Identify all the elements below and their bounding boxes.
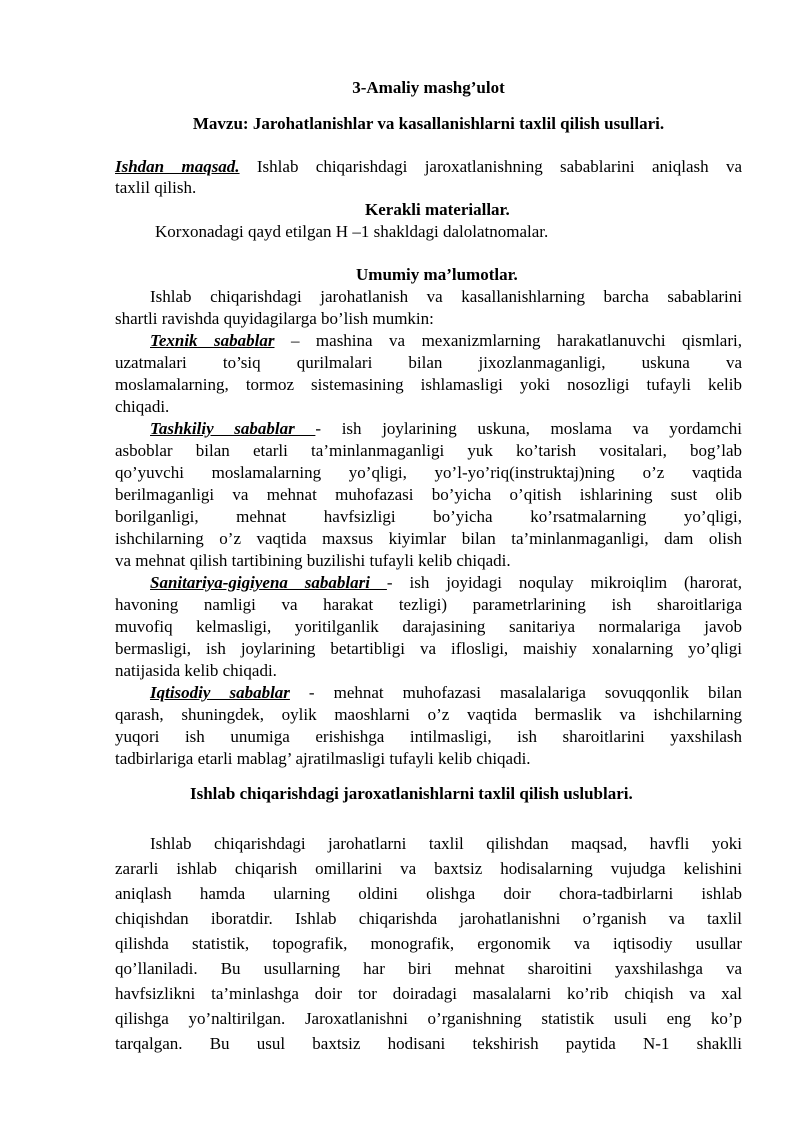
general-heading: Umumiy ma’lumotlar. [356, 265, 518, 284]
org-text-1: - ish joylarining uskuna, moslama va yordamchi [315, 419, 742, 438]
methods-line-3: aniqlash hamda ularning oldini olishga doir chora-tadbirlarni ishlab [115, 884, 742, 903]
sanit-line-2: havoning namligi va harakat tezligi) parametrlarining ish sharoitlariga [115, 595, 742, 614]
general-p1-line-1: Ishlab chiqarishdagi jarohatlanish va kasallanishlarning barcha sabablarini [150, 287, 742, 306]
purpose-line-2: taxlil qilish. [115, 178, 197, 197]
sanit-line-5: natijasida kelib chiqadi. [115, 661, 277, 680]
page-title: 3-Amaliy mashg’ulot [352, 78, 505, 97]
org-line-2: asboblar bilan etarli ta’minlanmaganligi yuk ko’tarish vositalari, bog’lab [115, 441, 742, 460]
methods-heading: Ishlab chiqarishdagi jaroxatlanishlarni taxlil qilish uslublari. [190, 784, 633, 803]
methods-line-7: havfsizlikni ta’minlashga doir tor doiradagi masalalarni ko’rib chiqish va xal [115, 984, 742, 1003]
econ-label: Iqtisodiy sabablar [150, 683, 290, 702]
sanit-label: Sanitariya-gigiyena sabablari [150, 573, 387, 592]
general-p1-line-2: shartli ravishda quyidagilarga bo’lish mumkin: [115, 309, 434, 328]
econ-text-1: - mehnat muhofazasi masalalariga sovuqqonlik bilan [289, 683, 742, 702]
tech-line-3: moslamalarning, tormoz sistemasining ishlamasligi yoki nosozligi tufayli kelib [115, 375, 742, 394]
org-line-4: berilmaganligi va mehnat muhofazasi bo’yicha o’qitish ishlarining sust olib [115, 485, 742, 504]
org-line-1 [150, 418, 742, 440]
methods-line-2: zararli ishlab chiqarish omillarini va baxtsiz hodisalarning vujudga kelishini [115, 859, 742, 878]
methods-line-8: qilishga yo’naltirilgan. Jaroxatlanishni o’rganishning statistik usuli eng ko’p [115, 1009, 742, 1028]
org-line-7: va mehnat qilish tartibining buzilishi tufayli kelib chiqadi. [115, 551, 511, 570]
org-line-6: ishchilarning o’z vaqtida maxsus kiyimlar bilan ta’minlanmaganligi, dam olish [115, 529, 742, 548]
econ-line-2: qarash, shuningdek, oylik maoshlarni o’z vaqtida bermaslik va ishchilarning [115, 705, 742, 724]
subject-heading: Mavzu: Jarohatlanishlar va kasallanishlarni taxlil qilish usullari. [192, 114, 665, 133]
econ-line-4: tadbirlariga etarli mablag’ ajratilmasligi tufayli kelib chiqadi. [115, 749, 531, 768]
tech-line-4: chiqadi. [115, 397, 170, 416]
purpose-line-1 [115, 156, 742, 178]
methods-line-4: chiqishdan iboratdir. Ishlab chiqarishda jarohatlanishni o’rganish va taxlil [115, 909, 742, 928]
sanit-line-1 [150, 572, 742, 594]
methods-line-5: qilishda statistik, topografik, monografik, ergonomik va iqtisodiy usullar [115, 934, 742, 953]
methods-line-1: Ishlab chiqarishdagi jarohatlarni taxlil qilishdan maqsad, havfli yoki [150, 834, 742, 853]
sanit-line-3: muvofiq kelmasligi, yoritilganlik darajasining sanitariya normalariga javob [115, 617, 742, 636]
purpose-text-1: Ishlab chiqarishdagi jaroxatlanishning sabablarini aniqlash va [239, 157, 742, 176]
materials-heading: Kerakli materiallar. [365, 200, 510, 219]
org-line-3: qo’yuvchi moslamalarning yo’qligi, yo’l-yo’riq(instruktaj)ning o’z vaqtida [115, 463, 742, 482]
sanit-text-1: - ish joyidagi noqulay mikroiqlim (harorat, [386, 573, 743, 592]
tech-label: Texnik sabablar [150, 331, 275, 350]
org-label: Tashkiliy sabablar [150, 419, 316, 438]
purpose-label: Ishdan maqsad. [115, 157, 240, 176]
materials-text: Korxonadagi qayd etilgan H –1 shakldagi dalolatnomalar. [155, 222, 549, 241]
methods-line-6: qo’llaniladi. Bu usullarning har biri mehnat sharoitini yaxshilashga va [115, 959, 742, 978]
org-line-5: borilganligi, mehnat havfsizligi bo’yicha ko’rsatmalarning yo’qligi, [115, 507, 742, 526]
sanit-line-4: bermasligi, ish joylarining betartibligi va iflosligi, maishiy xonalarning yo’qligi [115, 639, 742, 658]
tech-line-2: uzatmalari to’siq qurilmalari bilan jixozlanmaganligi, uskuna va [115, 353, 742, 372]
methods-line-9: tarqalgan. Bu usul baxtsiz hodisani tekshirish paytida N-1 shaklli [115, 1034, 742, 1053]
tech-line-1 [150, 330, 742, 352]
econ-line-1 [150, 682, 742, 704]
econ-line-3: yuqori ish unumiga erishishga intilmasligi, ish sharoitlarini yaxshilash [115, 727, 742, 746]
tech-text-1: – mashina va mexanizmlarning harakatlanuvchi qismlari, [274, 331, 742, 350]
